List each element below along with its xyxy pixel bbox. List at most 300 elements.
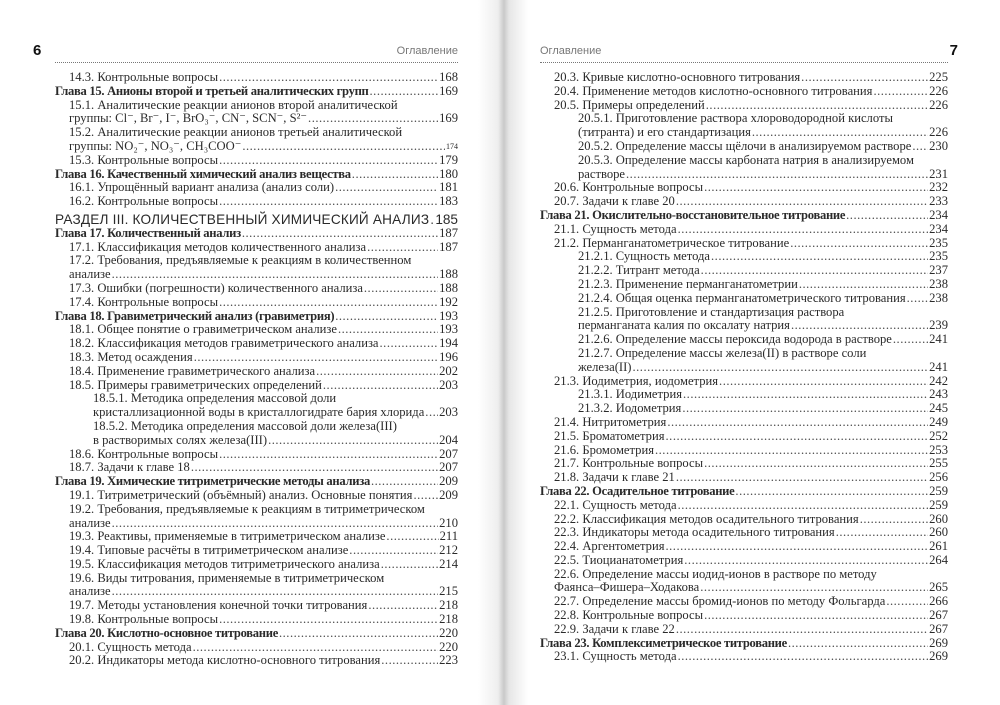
toc-entry-title: Глава 20. Кислотно-основное титрование bbox=[55, 625, 278, 640]
toc-page-number: 180 bbox=[439, 166, 458, 181]
dot-leader bbox=[219, 154, 438, 168]
toc-page-number: 241 bbox=[929, 332, 948, 347]
toc-page-number: 230 bbox=[929, 138, 948, 153]
toc-entry-title: (титранта) и его стандартизация bbox=[578, 125, 751, 140]
page-number: 6 bbox=[33, 42, 42, 59]
toc-entry-line bbox=[554, 526, 948, 540]
toc-entry-line bbox=[554, 554, 948, 568]
toc-entry-title: 18.5.1. Методика определения массовой доли bbox=[93, 391, 337, 406]
toc-entry-title: Глава 15. Анионы второй и третьей аналитических групп bbox=[55, 83, 369, 98]
dot-leader bbox=[219, 71, 438, 85]
toc-entry-title: 15.3. Контрольные вопросы bbox=[69, 152, 219, 167]
toc-entry-line bbox=[69, 337, 458, 351]
toc-entry-line bbox=[69, 296, 458, 310]
running-head: Оглавление bbox=[396, 45, 458, 57]
toc-section-entry bbox=[55, 71, 458, 85]
dot-leader bbox=[893, 333, 928, 347]
toc-section-entry bbox=[540, 499, 948, 513]
toc-section-entry bbox=[540, 85, 948, 99]
toc-page-number: 193 bbox=[439, 308, 458, 323]
dot-leader bbox=[323, 379, 438, 393]
toc-entry-title: 21.6. Бромометрия bbox=[554, 442, 654, 457]
toc-entry-title: РАЗДЕЛ III. КОЛИЧЕСТВЕННЫЙ ХИМИЧЕСКИЙ АНАЛИЗ bbox=[55, 211, 430, 227]
toc-page-number: 239 bbox=[929, 318, 948, 333]
dot-leader bbox=[279, 627, 438, 641]
toc-entry-title: 21.3.1. Иодиметрия bbox=[578, 387, 683, 402]
toc-section-entry bbox=[540, 540, 948, 554]
toc-page-number: 203 bbox=[439, 377, 458, 392]
toc-entry-line bbox=[554, 499, 948, 513]
toc-section-entry bbox=[540, 181, 948, 195]
dot-leader bbox=[704, 181, 928, 195]
toc-page-number: 169 bbox=[439, 111, 458, 126]
toc-page-number: 255 bbox=[929, 456, 948, 471]
toc-page-number: 207 bbox=[439, 460, 458, 475]
toc-entry-title: 18.4. Применение гравиметрического анализа bbox=[69, 363, 316, 378]
toc-entry-title: 19.5. Классификация методов титриметрического анализа bbox=[69, 556, 380, 571]
toc-section-entry bbox=[55, 420, 458, 448]
dot-leader bbox=[719, 375, 928, 389]
toc-entry-line bbox=[578, 140, 948, 154]
dot-leader bbox=[735, 485, 928, 499]
toc-entry-title: 22.7. Определение массы бромид-ионов по методу Фольгарда bbox=[554, 594, 886, 609]
toc-section-entry bbox=[540, 402, 948, 416]
toc-entry-line bbox=[578, 361, 948, 375]
toc-entry-line bbox=[69, 599, 458, 613]
toc-entry-title: анализе bbox=[69, 584, 111, 599]
toc-page-number: 223 bbox=[439, 653, 458, 668]
toc-section-entry bbox=[540, 375, 948, 389]
dot-leader bbox=[684, 554, 928, 568]
toc-entry-line bbox=[578, 388, 948, 402]
toc-entry-title: 21.5. Броматометрия bbox=[554, 428, 665, 443]
toc-section-entry bbox=[55, 613, 458, 627]
dot-leader bbox=[700, 581, 928, 595]
toc-entry-line bbox=[578, 333, 948, 347]
toc-entry-title: 19.4. Типовые расчёты в титриметрическом анализе bbox=[69, 543, 349, 558]
toc-entry-line bbox=[69, 181, 458, 195]
dot-leader bbox=[112, 585, 438, 599]
toc-entry-title: 17.3. Ошибки (погрешности) количественного анализа bbox=[69, 280, 363, 295]
toc-section-entry bbox=[540, 471, 948, 485]
toc-section-entry bbox=[540, 444, 948, 458]
dot-leader bbox=[676, 471, 928, 485]
book-gutter-shadow bbox=[478, 0, 528, 705]
dot-leader bbox=[370, 85, 439, 99]
toc-section-entry bbox=[540, 99, 948, 113]
toc-entry-line bbox=[69, 517, 458, 531]
toc-section-entry bbox=[540, 347, 948, 375]
toc-section-entry bbox=[540, 333, 948, 347]
toc-page-number: 235 bbox=[929, 249, 948, 264]
toc-entry-line bbox=[578, 402, 948, 416]
toc-page-number: 188 bbox=[439, 280, 458, 295]
dot-leader bbox=[194, 351, 438, 365]
toc-entry-title: кристаллизационной воды в кристаллогидрате бария хлорида bbox=[93, 405, 425, 420]
dot-leader bbox=[381, 654, 438, 668]
toc-entry-line bbox=[554, 181, 948, 195]
toc-entry-title: 18.6. Контрольные вопросы bbox=[69, 446, 219, 461]
dot-leader bbox=[678, 499, 929, 513]
toc-entry-line bbox=[69, 489, 458, 503]
dot-leader bbox=[338, 323, 438, 337]
toc-entry-title: 15.1. Аналитические реакции анионов второй аналитической bbox=[69, 97, 398, 112]
toc-entry-title: 15.2. Аналитические реакции анионов третьей аналитической bbox=[69, 125, 403, 140]
toc-section-entry bbox=[55, 351, 458, 365]
toc-section-entry bbox=[540, 71, 948, 85]
dot-leader bbox=[425, 406, 438, 420]
toc-page-number: 243 bbox=[929, 387, 948, 402]
toc-page-number: 185 bbox=[435, 211, 458, 227]
toc-entry-line bbox=[554, 71, 948, 85]
dot-leader bbox=[846, 209, 928, 223]
toc-entry-line bbox=[554, 237, 948, 251]
toc-entry-line bbox=[554, 195, 948, 209]
toc-section-entry bbox=[55, 241, 458, 255]
toc-entry-line bbox=[554, 430, 948, 444]
toc-page-number: 188 bbox=[439, 267, 458, 282]
toc-entry-line bbox=[69, 558, 458, 572]
toc-page-number: 260 bbox=[929, 525, 948, 540]
toc-page-number: 261 bbox=[929, 539, 948, 554]
dot-leader bbox=[790, 237, 928, 251]
toc-page-number: 259 bbox=[929, 497, 948, 512]
toc-entry-line bbox=[554, 223, 948, 237]
dot-leader bbox=[335, 310, 438, 324]
toc-entry-title: 21.2.6. Определение массы пероксида водорода в растворе bbox=[578, 332, 892, 347]
toc-page-number: 226 bbox=[929, 97, 948, 112]
toc-entry-line bbox=[554, 568, 948, 582]
dot-leader bbox=[752, 126, 928, 140]
toc-entry-line bbox=[69, 461, 458, 475]
toc-section-entry bbox=[55, 448, 458, 462]
toc-entry-line bbox=[93, 392, 458, 406]
toc-entry-line bbox=[578, 306, 948, 320]
dot-leader bbox=[655, 444, 928, 458]
toc-entry-line bbox=[578, 112, 948, 126]
toc-chapter-entry bbox=[540, 637, 948, 651]
toc-entry-title: 20.5.1. Приготовление раствора хлороводородной кислоты bbox=[578, 111, 893, 126]
toc-entry-title: 17.1. Классификация методов количественного анализа bbox=[69, 239, 367, 254]
toc-section-entry bbox=[540, 595, 948, 609]
toc-entry-line bbox=[69, 154, 458, 168]
toc-section-entry bbox=[55, 392, 458, 420]
toc-section-entry bbox=[55, 379, 458, 393]
toc-entry-title: 22.4. Аргентометрия bbox=[554, 539, 665, 554]
toc-entry-line bbox=[69, 112, 458, 126]
dot-leader bbox=[701, 264, 928, 278]
toc-entry-line bbox=[69, 282, 458, 296]
toc-section-entry bbox=[540, 306, 948, 334]
toc-page-number: 220 bbox=[439, 639, 458, 654]
toc-section-entry bbox=[55, 195, 458, 209]
toc-page-number: 194 bbox=[439, 336, 458, 351]
toc-entry-line bbox=[69, 654, 458, 668]
toc-page-number: 226 bbox=[929, 83, 948, 98]
toc-page-number: 238 bbox=[929, 276, 948, 291]
toc-section-entry bbox=[55, 544, 458, 558]
toc-section-entry bbox=[540, 237, 948, 251]
toc-page-number: 215 bbox=[439, 584, 458, 599]
toc-entry-title: 21.2.4. Общая оценка перманганатометрического титрования bbox=[578, 290, 906, 305]
toc-page-number: 256 bbox=[929, 470, 948, 485]
toc-entry-title: 21.2.1. Сущность метода bbox=[578, 249, 711, 264]
toc-entry-line bbox=[554, 471, 948, 485]
toc-entry-title: 20.1. Сущность метода bbox=[69, 639, 192, 654]
dot-leader bbox=[242, 140, 445, 154]
toc-section-entry bbox=[55, 503, 458, 531]
dot-leader bbox=[335, 181, 438, 195]
toc-page-number: 193 bbox=[439, 322, 458, 337]
toc-page-number: 259 bbox=[929, 483, 948, 498]
toc-entry-title: 19.8. Контрольные вопросы bbox=[69, 612, 219, 627]
toc-page-number: 234 bbox=[929, 207, 948, 222]
toc-entry-title: растворе bbox=[578, 166, 626, 181]
toc-entry-line bbox=[69, 71, 458, 85]
toc-entry-line bbox=[578, 264, 948, 278]
toc-entry-title: 20.6. Контрольные вопросы bbox=[554, 180, 704, 195]
toc-entry-line bbox=[55, 168, 458, 182]
dot-leader bbox=[268, 434, 438, 448]
dot-leader bbox=[219, 195, 438, 209]
toc-entry-line bbox=[554, 581, 948, 595]
dot-leader bbox=[349, 544, 438, 558]
toc-section-entry bbox=[540, 513, 948, 527]
toc-page-number: 267 bbox=[929, 608, 948, 623]
toc-entry-title: 18.2. Классификация методов гравиметрического анализа bbox=[69, 336, 379, 351]
toc-entry-title: 16.2. Контрольные вопросы bbox=[69, 194, 219, 209]
toc-entry-line bbox=[55, 310, 458, 324]
toc-entry-line bbox=[69, 530, 458, 544]
toc-section-entry bbox=[55, 365, 458, 379]
dot-leader bbox=[430, 213, 434, 227]
toc-entry-title: 22.3. Индикаторы метода осадительного титрования bbox=[554, 525, 835, 540]
dot-leader bbox=[711, 250, 928, 264]
toc-entry-title: в растворимых солях железа(III) bbox=[93, 432, 268, 447]
toc-entry-title: 21.7. Контрольные вопросы bbox=[554, 456, 704, 471]
toc-entry-title: 23.1. Сущность метода bbox=[554, 649, 677, 664]
toc-chapter-entry bbox=[55, 310, 458, 324]
dot-leader bbox=[380, 337, 439, 351]
toc-page-number: 234 bbox=[929, 221, 948, 236]
toc-entry-title: группы: NO₂⁻, NO₃⁻, CH₃COO⁻ bbox=[69, 138, 242, 153]
toc-entry-title: 20.2. Индикаторы метода кислотно-основного титрования bbox=[69, 653, 381, 668]
toc-chapter-entry bbox=[55, 627, 458, 641]
toc-entry-line bbox=[578, 154, 948, 168]
toc-entry-line bbox=[554, 375, 948, 389]
toc-page-number: 220 bbox=[439, 625, 458, 640]
toc-section-entry bbox=[540, 609, 948, 623]
toc-entry-title: 20.5.2. Определение массы щёлочи в анализируемом растворе bbox=[578, 138, 912, 153]
toc-entry-title: 17.2. Требования, предъявляемые к реакциям в количественном bbox=[69, 253, 412, 268]
toc-entry-title: 21.2.5. Приготовление и стандартизация раствора bbox=[578, 304, 845, 319]
toc-section-entry bbox=[540, 250, 948, 264]
toc-entry-line bbox=[540, 637, 948, 651]
dot-leader bbox=[667, 416, 928, 430]
dot-leader bbox=[682, 402, 928, 416]
toc-entry-line bbox=[93, 434, 458, 448]
dot-leader bbox=[666, 430, 929, 444]
toc-entry-line bbox=[69, 572, 458, 586]
toc-entry-title: 21.2. Перманганатометрическое титрование bbox=[554, 235, 790, 250]
toc-entry-line bbox=[69, 544, 458, 558]
toc-page-number: 187 bbox=[439, 239, 458, 254]
toc-page-number: 233 bbox=[929, 194, 948, 209]
toc-section-entry bbox=[540, 623, 948, 637]
toc-entry-title: 21.2.3. Применение перманганатометрии bbox=[578, 276, 798, 291]
toc-page-number: 269 bbox=[929, 649, 948, 664]
toc-page-number: 209 bbox=[439, 487, 458, 502]
toc-page-number: 269 bbox=[929, 635, 948, 650]
toc-page-number: 212 bbox=[439, 543, 458, 558]
toc-entry-title: Глава 19. Химические титриметрические методы анализа bbox=[55, 474, 370, 489]
toc-entry-title: Глава 22. Осадительное титрование bbox=[540, 483, 735, 498]
toc-section-entry bbox=[55, 558, 458, 572]
toc-entry-title: 20.3. Кривые кислотно-основного титрования bbox=[554, 70, 801, 84]
toc-entry-line bbox=[578, 126, 948, 140]
toc-entry-title: 22.5. Тиоцианатометрия bbox=[554, 552, 684, 567]
toc-entry-title: 19.7. Методы установления конечной точки титрования bbox=[69, 598, 368, 613]
toc-page-number: 225 bbox=[929, 70, 948, 84]
dot-leader bbox=[678, 223, 929, 237]
toc-page-number: 249 bbox=[929, 414, 948, 429]
toc-page-number: 204 bbox=[439, 432, 458, 447]
page-header bbox=[540, 42, 958, 63]
left-page bbox=[33, 0, 458, 705]
toc-entry-line bbox=[69, 195, 458, 209]
toc-chapter-entry bbox=[55, 227, 458, 241]
dot-leader bbox=[886, 595, 928, 609]
toc-entry-title: 21.1. Сущность метода bbox=[554, 221, 677, 236]
toc-entry-line bbox=[554, 609, 948, 623]
toc-section-entry bbox=[540, 430, 948, 444]
dot-leader bbox=[112, 517, 438, 531]
toc-part-entry bbox=[55, 213, 458, 227]
dot-leader bbox=[352, 168, 438, 182]
toc-page-number: 235 bbox=[929, 235, 948, 250]
toc-entry-title: перманганата калия по оксалату натрия bbox=[578, 318, 790, 333]
toc-section-entry bbox=[540, 650, 948, 664]
dot-leader bbox=[191, 461, 438, 475]
toc-section-entry bbox=[540, 223, 948, 237]
toc-entry-line bbox=[55, 227, 458, 241]
toc-page-number: 226 bbox=[929, 125, 948, 140]
toc-entry-line bbox=[69, 323, 458, 337]
dot-leader bbox=[676, 195, 928, 209]
toc-entry-line bbox=[554, 650, 948, 664]
toc-chapter-entry bbox=[540, 209, 948, 223]
toc-page-number: 202 bbox=[439, 363, 458, 378]
toc-page-number: 241 bbox=[929, 359, 948, 374]
toc-page-number: 179 bbox=[439, 152, 458, 167]
dot-leader bbox=[367, 241, 438, 255]
dot-leader bbox=[381, 558, 438, 572]
toc-section-entry bbox=[55, 126, 458, 154]
toc-entry-title: 22.6. Определение массы иодид-ионов в растворе по методу bbox=[554, 566, 877, 581]
toc-section-entry bbox=[540, 112, 948, 140]
toc-entry-title: 21.2.2. Титрант метода bbox=[578, 263, 700, 278]
dot-leader bbox=[219, 296, 438, 310]
dot-leader bbox=[371, 475, 438, 489]
toc-entry-title: 21.8. Задачи к главе 21 bbox=[554, 470, 675, 485]
toc-entry-line bbox=[540, 209, 948, 223]
toc-page-number: 174 bbox=[446, 141, 458, 151]
toc-page-number: 207 bbox=[439, 446, 458, 461]
toc-section-entry bbox=[540, 388, 948, 402]
toc-page-number: 232 bbox=[929, 180, 948, 195]
toc-entry-line bbox=[69, 99, 458, 113]
dot-leader bbox=[799, 278, 928, 292]
toc-section-entry bbox=[540, 264, 948, 278]
toc-entry-title: 18.7. Задачи к главе 18 bbox=[69, 460, 190, 475]
toc-entry-title: 20.5.3. Определение массы карбоната натрия в анализируемом bbox=[578, 152, 914, 167]
toc-list bbox=[540, 71, 948, 664]
toc-entry-line bbox=[69, 126, 458, 140]
toc-page-number: 218 bbox=[439, 612, 458, 627]
toc-entry-title: 20.5. Примеры определений bbox=[554, 97, 705, 112]
toc-entry-line bbox=[554, 595, 948, 609]
right-page bbox=[540, 0, 958, 705]
running-head: Оглавление bbox=[540, 45, 602, 57]
toc-entry-line bbox=[69, 365, 458, 379]
toc-page-number: 183 bbox=[439, 194, 458, 209]
dot-leader bbox=[788, 637, 928, 651]
toc-page-number: 238 bbox=[929, 290, 948, 305]
dot-leader bbox=[219, 448, 438, 462]
toc-section-entry bbox=[540, 457, 948, 471]
toc-entry-line bbox=[69, 268, 458, 282]
dot-leader bbox=[242, 227, 438, 241]
page-header bbox=[33, 42, 458, 63]
dot-leader bbox=[706, 99, 928, 113]
toc-section-entry bbox=[540, 568, 948, 596]
toc-entry-line bbox=[578, 278, 948, 292]
toc-page-number: 211 bbox=[439, 529, 458, 544]
toc-page-number: 260 bbox=[929, 511, 948, 526]
toc-entry-title: 19.2. Требования, предъявляемые к реакциям в титриметрическом bbox=[69, 501, 425, 516]
dot-leader bbox=[704, 457, 928, 471]
toc-page-number: 209 bbox=[439, 474, 458, 489]
toc-entry-line bbox=[55, 213, 458, 227]
toc-entry-title: Глава 18. Гравиметрический анализ (гравиметрия) bbox=[55, 308, 335, 323]
dot-leader bbox=[626, 168, 928, 182]
dot-leader bbox=[386, 530, 438, 544]
toc-page-number: 181 bbox=[439, 180, 458, 195]
dot-leader bbox=[907, 292, 928, 306]
toc-section-entry bbox=[540, 140, 948, 154]
dot-leader bbox=[873, 85, 928, 99]
toc-entry-line bbox=[554, 99, 948, 113]
dot-leader bbox=[112, 268, 438, 282]
toc-section-entry bbox=[55, 530, 458, 544]
toc-page-number: 245 bbox=[929, 401, 948, 416]
toc-entry-title: Глава 17. Количественный анализ bbox=[55, 225, 241, 240]
toc-entry-title: 22.1. Сущность метода bbox=[554, 497, 677, 512]
dot-leader bbox=[413, 489, 438, 503]
page-number: 7 bbox=[949, 42, 958, 59]
toc-page-number: 237 bbox=[929, 263, 948, 278]
toc-entry-line bbox=[540, 485, 948, 499]
toc-entry-title: 18.1. Общее понятие о гравиметрическом анализе bbox=[69, 322, 337, 337]
toc-section-entry bbox=[55, 154, 458, 168]
dot-leader bbox=[308, 112, 438, 126]
toc-entry-title: 16.1. Упрощённый вариант анализа (анализ соли) bbox=[69, 180, 335, 195]
dot-leader bbox=[633, 361, 929, 375]
toc-section-entry bbox=[55, 489, 458, 503]
toc-entry-line bbox=[578, 250, 948, 264]
toc-entry-line bbox=[554, 540, 948, 554]
toc-page-number: 252 bbox=[929, 428, 948, 443]
